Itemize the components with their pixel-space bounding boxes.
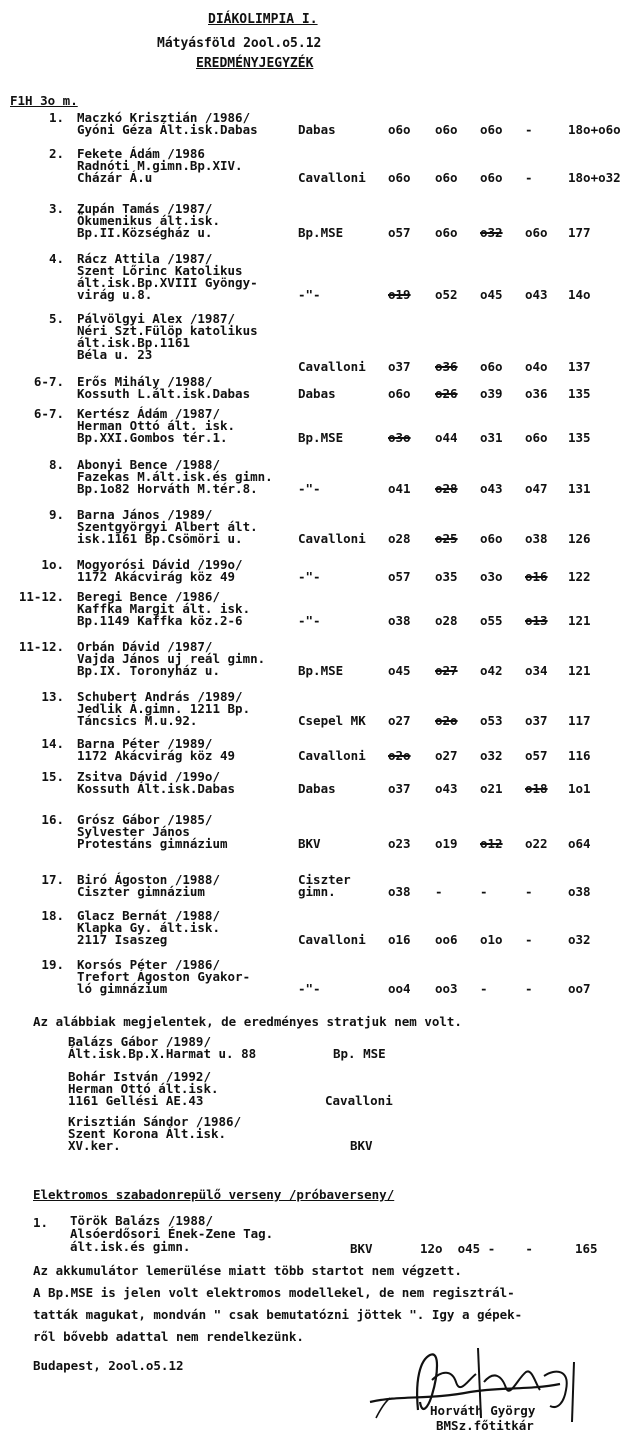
total-score: 131	[568, 481, 591, 496]
round-2-score: o27	[435, 748, 458, 763]
competitor-line: Bp.1149 Kaffka köz.2-6	[77, 613, 243, 628]
club: Cavalloni	[298, 748, 366, 763]
round-2-score: o6o	[435, 170, 458, 185]
rank: 11-12.	[18, 639, 64, 654]
club: Bp.MSE	[298, 225, 344, 240]
round-3-score: o32	[480, 748, 503, 763]
club: Dabas	[298, 781, 336, 796]
competitor-line: Klapka Gy. ált.isk.	[77, 920, 220, 935]
round-4-score: o47	[525, 481, 548, 496]
round-1-score: o6o	[388, 122, 411, 137]
noscore-club: Bp. MSE	[333, 1046, 386, 1061]
round-2-score: o36	[435, 359, 458, 374]
round-3-score: o12	[480, 836, 503, 851]
competitor-line: Kaffka Margit ált. isk.	[77, 601, 251, 616]
club: Bp.MSE	[298, 430, 344, 445]
rank: 8.	[48, 457, 64, 472]
competitor-line: Zsitva Dávid /199o/	[77, 769, 220, 784]
round-4-score: o38	[525, 531, 548, 546]
total-score: 126	[568, 531, 591, 546]
total-score: 121	[568, 663, 591, 678]
rank: 15.	[41, 769, 64, 784]
signer-name: Horváth György	[430, 1403, 536, 1418]
round-2-score: o6o	[435, 225, 458, 240]
competitor-line: Bp.1o82 Horváth M.tér.8.	[77, 481, 258, 496]
competitor-line: ált.isk.Bp.XVIII Gyöngy-	[77, 275, 258, 290]
round-4-score: o4o	[525, 359, 548, 374]
round-1-score: o2o	[388, 748, 411, 763]
club: Bp.MSE	[298, 663, 344, 678]
rank: 3.	[48, 201, 64, 216]
noscore-competitor-line: Krisztián Sándor /1986/	[68, 1114, 242, 1129]
competitor-line: Abonyi Bence /1988/	[77, 457, 220, 472]
rank: 17.	[41, 872, 64, 887]
competitor-line: 2117 Isaszeg	[77, 932, 168, 947]
competitor-line: Kossuth Ált.isk.Dabas	[77, 781, 236, 796]
round-1-score: o19	[388, 287, 411, 302]
noscore-competitor-line: Szent Korona Ált.isk.	[68, 1126, 227, 1141]
round-1-score: o57	[388, 569, 411, 584]
document-title: DIÁKOLIMPIA I.	[208, 12, 318, 27]
total-score: 135	[568, 430, 591, 445]
noscore-competitor-line: Balázs Gábor /1989/	[68, 1034, 211, 1049]
competitor-line: Gyóni Géza Ált.isk.Dabas	[77, 122, 258, 137]
round-1-score: o16	[388, 932, 411, 947]
round-3-score: o6o	[480, 170, 503, 185]
total-score: o64	[568, 836, 591, 851]
round-2-score: o27	[435, 663, 458, 678]
round-3-score: -	[480, 981, 488, 996]
round-3-score: o6o	[480, 122, 503, 137]
total-score: 117	[568, 713, 591, 728]
competitor-line: Pálvölgyi Alex /1987/	[77, 311, 236, 326]
round-4-score: o34	[525, 663, 548, 678]
club: Ciszter	[298, 872, 351, 887]
round-1-score: o6o	[388, 170, 411, 185]
noscore-competitor-line: XV.ker.	[68, 1138, 121, 1153]
competitor-line: 1172 Akácvirág köz 49	[77, 569, 236, 584]
total-score: o38	[568, 884, 591, 899]
electric-note-2b: tatták magukat, mondván " csak bemutatózni jöttek ". Igy a gépek-	[33, 1307, 523, 1322]
round-2-score: oo6	[435, 932, 458, 947]
total-score: 14o	[568, 287, 591, 302]
competitor-line: Barna János /1989/	[77, 507, 213, 522]
round-4-score: o13	[525, 613, 548, 628]
noscore-competitor-line: Herman Ottó ált.isk.	[68, 1081, 219, 1096]
rank: 14.	[41, 736, 64, 751]
club: -"-	[298, 981, 321, 996]
round-4-score: o16	[525, 569, 548, 584]
electric-club: BKV	[350, 1241, 373, 1256]
round-2-score: o25	[435, 531, 458, 546]
competitor-line: Radnóti M.gimn.Bp.XIV.	[77, 158, 243, 173]
club: -"-	[298, 613, 321, 628]
rank: 19.	[41, 957, 64, 972]
rank: 18.	[41, 908, 64, 923]
noscore-competitor-line: 1161 Gellési AE.43	[68, 1093, 204, 1108]
competitor-line: Ökumenikus ált.isk.	[77, 213, 220, 228]
round-3-score: o55	[480, 613, 503, 628]
competitor-line: Bp.II.Községház u.	[77, 225, 213, 240]
round-3-score: o42	[480, 663, 503, 678]
competitor-line: Kossuth L.ált.isk.Dabas	[77, 386, 251, 401]
total-score: 135	[568, 386, 591, 401]
competitor-line: Táncsics M.u.92.	[77, 713, 198, 728]
total-score: 122	[568, 569, 591, 584]
total-score: oo7	[568, 981, 591, 996]
competitor-line: Erős Mihály /1988/	[77, 374, 213, 389]
round-2-score: o43	[435, 781, 458, 796]
round-2-score: o2o	[435, 713, 458, 728]
electric-note-2a: A Bp.MSE is jelen volt elektromos modellekel, de nem regisztrál-	[33, 1285, 515, 1300]
round-4-score: o37	[525, 713, 548, 728]
round-4-score: -	[525, 122, 533, 137]
competitor-line: Kertész Ádám /1987/	[77, 406, 220, 421]
club: Csepel MK	[298, 713, 366, 728]
round-3-score: o32	[480, 225, 503, 240]
round-4-score: o57	[525, 748, 548, 763]
electric-total: 165	[575, 1241, 598, 1256]
round-2-score: o6o	[435, 122, 458, 137]
total-score: 116	[568, 748, 591, 763]
round-4-score: o43	[525, 287, 548, 302]
competitor-line: Ciszter gimnázium	[77, 884, 205, 899]
signer-title: BMSz.főtitkár	[436, 1418, 534, 1433]
club: -"-	[298, 481, 321, 496]
club: Cavalloni	[298, 531, 366, 546]
round-4-score: o36	[525, 386, 548, 401]
competitor-line: 1172 Akácvirág köz 49	[77, 748, 236, 763]
rank: 4.	[48, 251, 64, 266]
club: Cavalloni	[298, 932, 366, 947]
competitor-line: virág u.8.	[77, 287, 153, 302]
rank: 5.	[48, 311, 64, 326]
club: Dabas	[298, 122, 336, 137]
electric-name-1: Török Balázs /1988/	[70, 1213, 213, 1228]
round-4-score: -	[525, 170, 533, 185]
club: BKV	[298, 836, 321, 851]
rank: 6-7.	[33, 374, 64, 389]
competitor-line: Maczkó Krisztián /1986/	[77, 110, 251, 125]
round-1-score: o37	[388, 781, 411, 796]
round-1-score: o6o	[388, 386, 411, 401]
club: -"-	[298, 287, 321, 302]
round-3-score: o6o	[480, 359, 503, 374]
competitor-line: Cházár Á.u	[77, 170, 153, 185]
rank: 6-7.	[33, 406, 64, 421]
competitor-line: Vajda János uj reál gimn.	[77, 651, 266, 666]
round-2-score: o28	[435, 613, 458, 628]
competitor-line: Zupán Tamás /1987/	[77, 201, 213, 216]
round-3-score: o43	[480, 481, 503, 496]
round-1-score: o41	[388, 481, 411, 496]
round-2-score: o19	[435, 836, 458, 851]
total-score: 177	[568, 225, 591, 240]
round-2-score: o44	[435, 430, 458, 445]
round-1-score: o28	[388, 531, 411, 546]
electric-rank: 1.	[33, 1215, 49, 1230]
total-score: 18o+o32	[568, 170, 621, 185]
round-4-score: -	[525, 981, 533, 996]
competitor-line: Béla u. 23	[77, 347, 153, 362]
competitor-line: Mogyorósi Dávid /199o/	[77, 557, 243, 572]
round-3-score: o31	[480, 430, 503, 445]
competitor-line: Rácz Attila /1987/	[77, 251, 213, 266]
electric-heading: Elektromos szabadonrepülő verseny /próbaverseny/	[33, 1187, 395, 1202]
round-3-score: o3o	[480, 569, 503, 584]
round-4-score: o18	[525, 781, 548, 796]
electric-rounds: 12o o45 - -	[420, 1241, 533, 1256]
rank: 11-12.	[18, 589, 64, 604]
total-score: o32	[568, 932, 591, 947]
total-score: 121	[568, 613, 591, 628]
competitor-line: ált.isk.Bp.1161	[77, 335, 190, 350]
round-1-score: o37	[388, 359, 411, 374]
round-3-score: -	[480, 884, 488, 899]
rank: 1o.	[41, 557, 64, 572]
competitor-line: Néri Szt.Fülöp katolikus	[77, 323, 258, 338]
noscore-club: Cavalloni	[325, 1093, 393, 1108]
noscore-note: Az alábbiak megjelentek, de eredményes stratjuk nem volt.	[33, 1014, 462, 1029]
round-2-score: o28	[435, 481, 458, 496]
competitor-line: Szentgyörgyi Albert ált.	[77, 519, 258, 534]
round-2-score: o35	[435, 569, 458, 584]
competitor-line: ló gimnázium	[77, 981, 168, 996]
electric-name-2: Alsóerdősori Ének-Zene Tag.	[70, 1226, 274, 1241]
competitor-line: Korsós Péter /1986/	[77, 957, 220, 972]
category-label: F1H 3o m.	[10, 93, 78, 108]
competitor-line: Barna Péter /1989/	[77, 736, 213, 751]
round-1-score: o57	[388, 225, 411, 240]
rank: 16.	[41, 812, 64, 827]
competitor-line: Fekete Ádám /1986	[77, 146, 205, 161]
round-2-score: -	[435, 884, 443, 899]
round-1-score: o45	[388, 663, 411, 678]
round-4-score: o6o	[525, 430, 548, 445]
competitor-line: Biró Ágoston /1988/	[77, 872, 220, 887]
round-1-score: o38	[388, 613, 411, 628]
competitor-line: Fazekas M.ált.isk.és gimn.	[77, 469, 273, 484]
round-2-score: o26	[435, 386, 458, 401]
competitor-line: Herman Ottó ált. isk.	[77, 418, 236, 433]
competitor-line: isk.1161 Bp.Csömöri u.	[77, 531, 243, 546]
rank: 1.	[48, 110, 64, 125]
rank: 13.	[41, 689, 64, 704]
round-3-score: o6o	[480, 531, 503, 546]
club: Cavalloni	[298, 359, 366, 374]
noscore-competitor-line: Bohár István /1992/	[68, 1069, 211, 1084]
club: Cavalloni	[298, 170, 366, 185]
competitor-line: Protestáns gimnázium	[77, 836, 228, 851]
round-1-score: o38	[388, 884, 411, 899]
round-1-score: oo4	[388, 981, 411, 996]
round-2-score: oo3	[435, 981, 458, 996]
round-1-score: o27	[388, 713, 411, 728]
round-4-score: -	[525, 932, 533, 947]
total-score: 1o1	[568, 781, 591, 796]
competitor-line: Bp.XXI.Gombos tér.1.	[77, 430, 228, 445]
competitor-line: Trefort Ágoston Gyakor-	[77, 969, 251, 984]
club: Dabas	[298, 386, 336, 401]
competitor-line: Grósz Gábor /1985/	[77, 812, 213, 827]
rank: 2.	[48, 146, 64, 161]
footer-place-date: Budapest, 2ool.o5.12	[33, 1358, 184, 1373]
electric-name-3: ált.isk.és gimn.	[70, 1239, 191, 1254]
round-2-score: o52	[435, 287, 458, 302]
round-1-score: o3o	[388, 430, 411, 445]
electric-note-2c: ről bővebb adattal nem rendelkezünk.	[33, 1329, 304, 1344]
noscore-club: BKV	[350, 1138, 373, 1153]
competitor-line: Jedlik Á.gimn. 1211 Bp.	[77, 701, 251, 716]
round-3-score: o1o	[480, 932, 503, 947]
round-3-score: o39	[480, 386, 503, 401]
competitor-line: Sylvester János	[77, 824, 190, 839]
club: -"-	[298, 569, 321, 584]
total-score: 137	[568, 359, 591, 374]
competitor-line: Glacz Bernát /1988/	[77, 908, 220, 923]
rank: 9.	[48, 507, 64, 522]
round-3-score: o45	[480, 287, 503, 302]
competitor-line: Szent Lőrinc Katolikus	[77, 263, 243, 278]
round-4-score: -	[525, 884, 533, 899]
round-3-score: o21	[480, 781, 503, 796]
round-4-score: o6o	[525, 225, 548, 240]
competitor-line: Orbán Dávid /1987/	[77, 639, 213, 654]
document-type: EREDMÉNYJEGYZÉK	[196, 56, 314, 71]
competitor-line: Bp.IX. Toronyház u.	[77, 663, 220, 678]
round-4-score: o22	[525, 836, 548, 851]
total-score: 18o+o6o	[568, 122, 621, 137]
noscore-competitor-line: Ált.isk.Bp.X.Harmat u. 88	[68, 1046, 257, 1061]
round-1-score: o23	[388, 836, 411, 851]
competitor-line: Beregi Bence /1986/	[77, 589, 220, 604]
competitor-line: Schubert András /1989/	[77, 689, 243, 704]
electric-note-1: Az akkumulátor lemerülése miatt több startot nem végzett.	[33, 1263, 462, 1278]
club: gimn.	[298, 884, 336, 899]
place-date: Mátyásföld 2ool.o5.12	[157, 36, 322, 51]
round-3-score: o53	[480, 713, 503, 728]
